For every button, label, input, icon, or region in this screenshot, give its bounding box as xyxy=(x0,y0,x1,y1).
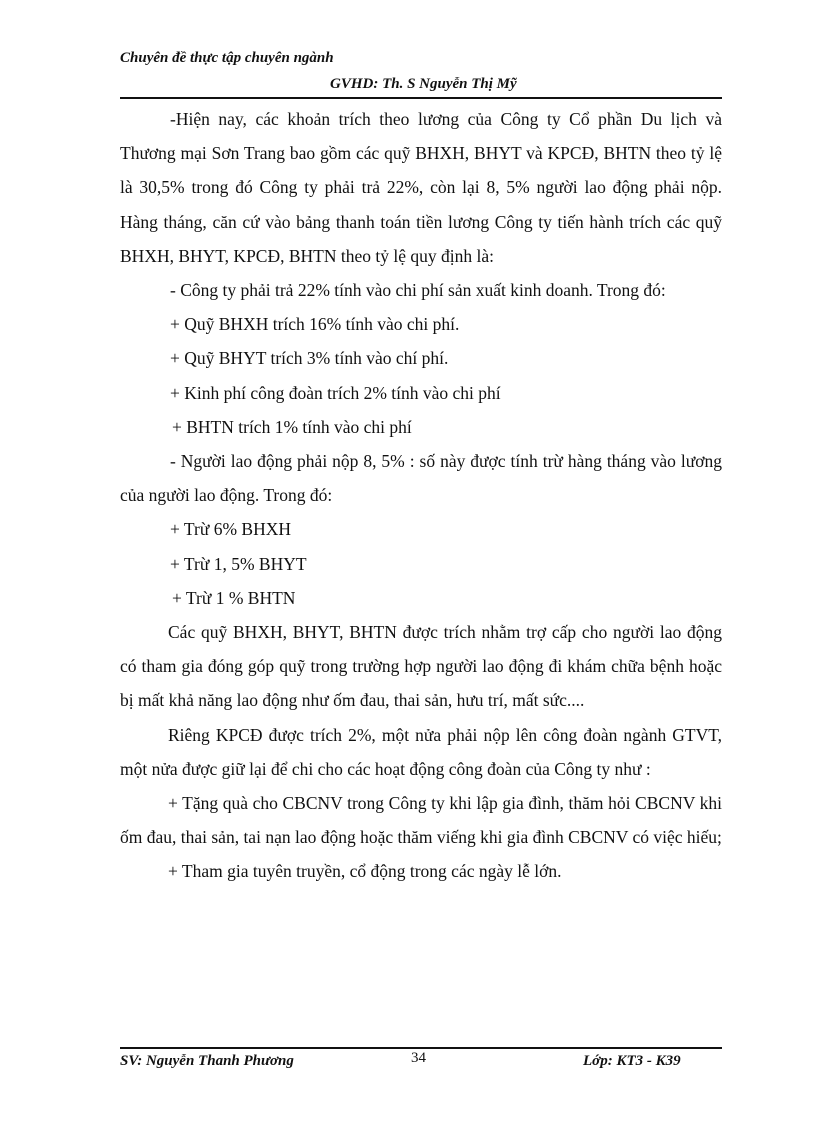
paragraph-2: - Công ty phải trả 22% tính vào chi phí sản xuất kinh doanh. Trong đó: xyxy=(170,280,666,301)
paragraph-12: Riêng KPCĐ được trích 2%, một nửa phải nộp lên công đoàn ngành GTVT, một nửa được giữ lại để chi cho các hoạt động công đoàn của Công ty như : xyxy=(120,724,722,779)
footer-divider xyxy=(120,1047,722,1049)
paragraph-6: + BHTN trích 1% tính vào chi phí xyxy=(172,416,412,437)
paragraph-7: - Người lao động phải nộp 8, 5% : số này được tính trừ hàng tháng vào lương của người lao động. Trong đó: xyxy=(120,451,722,506)
footer-page-number: 34 xyxy=(411,1050,426,1066)
paragraph-3: + Quỹ BHXH trích 16% tính vào chi phí. xyxy=(170,314,460,335)
paragraph-9: + Trừ 1, 5% BHYT xyxy=(170,553,307,574)
header-left-title: Chuyên đề thực tập chuyên ngành xyxy=(120,50,334,66)
paragraph-5: + Kinh phí công đoàn trích 2% tính vào chi phí xyxy=(170,382,501,403)
paragraph-14: + Tham gia tuyên truyền, cổ động trong các ngày lễ lớn. xyxy=(168,861,562,882)
header-right-advisor: GVHD: Th. S Nguyễn Thị Mỹ xyxy=(330,76,517,92)
paragraph-11: Các quỹ BHXH, BHYT, BHTN được trích nhằm trợ cấp cho người lao động có tham gia đóng góp quỹ trong trường hợp người lao động đi khám chữa bệnh hoặc bị mất khả năng lao động như ốm đau, thai sản, hưu trí, mất sức.... xyxy=(120,622,722,711)
footer-student-name: SV: Nguyễn Thanh Phương xyxy=(120,1053,294,1069)
paragraph-4: + Quỹ BHYT trích 3% tính vào chí phí. xyxy=(170,348,449,369)
paragraph-1: -Hiện nay, các khoản trích theo lương của Công ty Cổ phần Du lịch và Thương mại Sơn Trang bao gồm các quỹ BHXH, BHYT và KPCĐ, BHTN theo tỷ lệ là 30,5% trong đó Công ty phải trả 22%, còn lại 8, 5% người lao động phải nộp. Hàng tháng, căn cứ vào bảng thanh toán tiền lương Công ty tiến hành trích các quỹ BHXH, BHYT, KPCĐ, BHTN theo tỷ lệ quy định là: xyxy=(120,109,722,266)
document-body xyxy=(120,102,722,889)
paragraph-10: + Trừ 1 % BHTN xyxy=(172,587,296,608)
header-divider xyxy=(120,97,722,99)
footer-class-code: Lớp: KT3 - K39 xyxy=(583,1053,681,1069)
paragraph-13: + Tặng quà cho CBCNV trong Công ty khi lập gia đình, thăm hỏi CBCNV khi ốm đau, thai sản, tai nạn lao động hoặc thăm viếng khi gia đình CBCNV có việc hiếu; xyxy=(120,793,722,848)
paragraph-8: + Trừ 6% BHXH xyxy=(170,519,291,540)
